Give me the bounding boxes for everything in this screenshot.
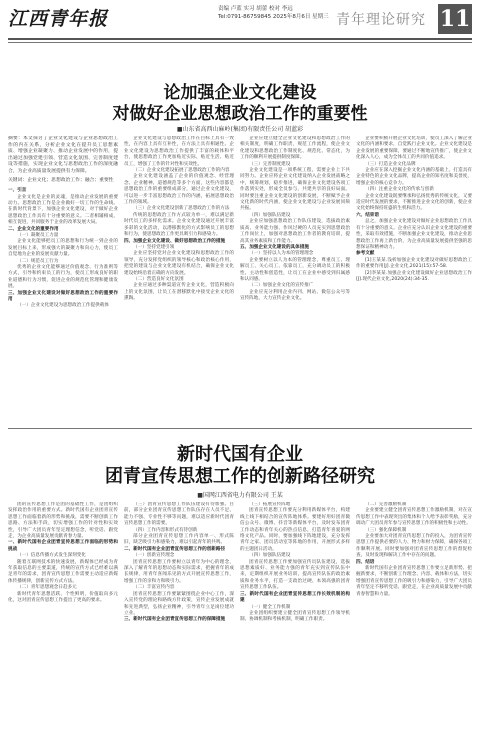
body-paragraph: （一）企业文化建设为思想政治工作提供载体 (17, 303, 109, 309)
article-separator (8, 428, 472, 429)
body-paragraph: （一）创新宣传理念 (133, 553, 175, 559)
editor-info (218, 5, 329, 21)
article1-column-3 (240, 136, 350, 424)
article2-title-line1: 新时代国有企业 (177, 444, 303, 465)
body-paragraph: 企业应充分利用企业内刊、网站、微信公众号等宣传阵地，大力宣传企业文化。 (240, 289, 350, 302)
newspaper-logo: 江西青年报 (8, 8, 109, 30)
body-paragraph: [2]李某某.加强企业文化建设做好企业思想政治工作[J].现代企业文化,2020(24):34-35. (356, 270, 472, 282)
article1-title-line2: 对做好企业思想政治工作的重要性 (112, 104, 368, 124)
page-number: 11 (439, 6, 471, 32)
article1-abstract (8, 136, 118, 176)
body-paragraph: 新时代青年思想活跃、个性鲜明，价值取向多元化，这对团青宣传思想工作提出了更高的要求。 (8, 591, 118, 604)
body-paragraph: 企业文化建设与思想政治工作在目标上具有一致性，在内容上具有互补性，在方法上具有相通性。企业文化建设为思想政治工作提供了丰富的载体和平台，使思想政治工作更加贴近实际、贴近生活、贴近员工，增强了工作的针对性和实效性。 (124, 136, 234, 167)
body-paragraph: 企业要树立以人为本的管理理念，尊重员工、理解员工、关心员工、依靠员工，充分调动员工的积极性、主动性和创造性，让员工在企业中感受到归属感和认同感。 (240, 257, 350, 282)
body-paragraph: （二）青年思想观念日趋多元 (17, 585, 77, 591)
body-paragraph: 企业要建立健全团青宣传思想工作激励机制，对在宣传思想工作中表现突出的集体和个人给予表彰奖励，充分调动广大团员青年参与宣传思想工作的积极性和主动性。 (356, 508, 472, 527)
body-paragraph: 企业应在深入挖掘企业文化内涵的基础上，打造具有企业特色的企业文化品牌，提高企业的知名度和美誉度，增强企业的核心竞争力。 (356, 168, 472, 186)
body-paragraph: （一）坚持以人为本的管理理念 (249, 251, 314, 257)
section-heading: 四、结语 (356, 559, 375, 565)
section-heading: 二、企业文化的重要作用 (8, 226, 59, 232)
body-paragraph: （四）加强队伍建设 (249, 553, 291, 559)
body-paragraph: 随着互联网技术的快速发展，新媒体已经成为青年获取信息的主要渠道，传统的宣传方式已经难以满足青年的需求，团青宣传思想工作需要主动适应新媒体传播规律，创新宣传方式方法。 (8, 559, 118, 584)
date-line: Tel:0791-86759845 2025年8月6日 星期三 (218, 14, 329, 20)
body-paragraph: （二）加强企业文化的宣传推广 (249, 283, 314, 289)
article2-title-line2: 团青宣传思想工作的创新路径研究 (105, 466, 375, 487)
body-paragraph: 团的宣传思想工作是团的基础性工作，是团组织发挥政治作用的重要方式。新时代国有企业团青宣传思想工作面临着新的形势和挑战，需要不断创新工作思路、方法和手段，切实增强工作的针对性和实效性，引导广大团员青年坚定理想信念，听党话、跟党走，为企业高质量发展贡献青春力量。 (8, 502, 118, 540)
body-paragraph: （一）信息传播方式发生深刻变化 (17, 553, 86, 559)
section-heading: 参考文献 (356, 251, 375, 257)
body-paragraph: 企业团组织要建立健全团青宣传思想工作领导机制、协调机制和考核机制，明确工作职责。 (240, 610, 350, 623)
body-paragraph: 团青宣传思想工作要加强宣传员队伍建设，选拔思想素质好、业务能力强的青年充实到宣传队伍中来，定期组织开展业务培训，提高宣传队伍的政治素质和业务水平，打造一支政治过硬、本领高强的团青宣传思想工作队伍。 (240, 559, 350, 591)
body-paragraph: 传统的思想政治工作方式较为单一，难以满足新时代员工的多样化需求。企业文化建设通过开展丰富多彩的文化活动，以潜移默化的方式影响员工的思想和行为，使思想政治工作更具吸引力和感染力。 (124, 212, 234, 238)
body-paragraph: 新时代国有企业团青宣传思想工作要立足新形势、把握新要求，不断创新工作理念、内容、载体和方法，切实增强团青宣传思想工作的吸引力和感染力，引导广大团员青年坚定不移听党话、跟党走，在企业高质量发展中贡献青春智慧和力量。 (356, 566, 472, 597)
section-title: 青年理论研究 (336, 12, 426, 28)
body-paragraph: 团青宣传思想工作要树立以青年为中心的理念，深入了解青年的思想动态和实际需求，把握青年的成长规律，用青年喜闻乐见的方式开展宣传思想工作，增强工作的亲和力和吸引力。 (124, 559, 234, 584)
article1-column-2 (124, 136, 234, 424)
body-paragraph: 企业文化建设是一项系统工程，需要企业上下共同努力。企业应将企业文化建设纳入企业发展战略之中，统筹规划，稳步推进，确保企业文化建设各项工作落到实处，形成全员参与、共建共享的良好局面。同时要注重企业文化建设的创新发展，不断赋予企业文化新的时代内涵，使企业文化建设与企业发展同频共振。 (240, 168, 350, 212)
article1-column-4 (356, 136, 472, 424)
section-heading: 三、新时代国有企业团青宣传思想工作的保障措施 (124, 617, 226, 623)
editor-line: 责编 卢蓝 实习 胡蕾 校对 李远 (218, 6, 293, 12)
header-rule-thin (8, 42, 472, 43)
body-paragraph: （一）坚持党建引领 (133, 244, 175, 250)
body-paragraph: （三）企业文化建设创新了思想政治工作的方法 (133, 206, 230, 212)
body-paragraph: （三）完善制度建设 (249, 161, 291, 167)
body-paragraph: 团青宣传思想工作要紧紧围绕企业中心工作，深入宣传党的理论和路线方针政策，宣传企业发展成就和先进典型，弘扬企业精神，引导青年立足岗位建功立业。 (124, 591, 234, 616)
article2-column-3 (240, 502, 350, 738)
section-heading: 一、新时代国有企业团青宣传思想工作面临的形势和挑战 (8, 540, 118, 552)
article1-col1-body (8, 188, 118, 310)
body-paragraph: （三）拓展宣传阵地 (249, 502, 291, 507)
body-paragraph: [1]王某某.浅析加强企业文化建设对做好思想政治工作的重要作用[J].企业文化,2021(15):57-58. (356, 257, 472, 270)
body-paragraph: 企业文化是企业的灵魂，是推动企业发展的重要动力。思想政治工作是企业做好一切工作的生命线。在新时代背景下，加强企业文化建设，对于做好企业思想政治工作具有十分重要的意义。二者相辅相成、相互促进，共同服务于企业的改革发展大局。 (8, 194, 118, 226)
body-paragraph: （三）团青宣传思想工作队伍建设有待加强。目前，部分企业团青宣传思想工作队伍存在人员不足、能力不强、专业性不够等问题，难以适应新时代团青宣传思想工作的需要。 (124, 502, 234, 527)
body-paragraph: 企业应坚持党对企业文化建设和思想政治工作的领导，充分发挥党组织的领导核心和政治核心作用，把党的建设与企业文化建设有机结合，确保企业文化建设始终沿着正确的方向发展。 (124, 251, 234, 276)
article2-column-1 (8, 502, 118, 738)
body-paragraph: （二）营造良好文化氛围 (133, 276, 184, 282)
body-paragraph: （一）健全工作机制 (249, 604, 291, 610)
article2-author: ■国网江西省电力有限公司 王某 (197, 492, 283, 499)
article2-column-2 (124, 502, 234, 738)
body-paragraph: （三）打造企业文化品牌 (365, 161, 416, 167)
body-paragraph: 企业应通过多种渠道宣传企业文化，营造积极向上的文化氛围，让员工在潜移默化中接受企业文化的熏陶。 (124, 283, 234, 302)
article1-keywords: 关键词：企业文化；思想政治工作；融合；重要性 (8, 177, 114, 183)
section-heading: 三、加强企业文化建设对做好思想政治工作的重要作用 (8, 290, 118, 303)
section-heading: 一、引言 (8, 188, 27, 194)
article1-column-1 (8, 136, 118, 424)
masthead (0, 0, 480, 46)
section-heading: 二、新时代国有企业团青宣传思想工作的创新路径 (124, 546, 226, 552)
body-paragraph: 优秀的企业文化能够通过价值观念、行为准则等方式，引导和约束员工的行为，使员工形成良好的职业道德和行为习惯，促进企业的规范化管理和健康发展。 (8, 265, 118, 290)
body-paragraph: 部分企业团青宣传思想工作内容单一、形式陈旧，缺乏吸引力和感染力，难以引起青年的共鸣。 (124, 534, 234, 546)
section-heading: 四、加强企业文化建设、做好思想政治工作的措施 (124, 238, 226, 244)
body-paragraph: 团青宣传思想工作要充分利用新媒体平台，构建线上线下相结合的宣传阵地体系。要建好用好团青微信公众号、微博、抖音等新媒体平台，及时发布团青工作动态和青年关心的热点信息，打造青年喜爱的网络文化产品。同时，要加强线下阵地建设，充分发挥青年之家、团员活动室等阵地的作用，开展形式多样的主题团日活动。 (240, 508, 350, 552)
article2-column-4 (356, 502, 472, 738)
article1-author: ■山东省高西山麻岭(集团)有限责任公司 胡蓝彩 (176, 126, 304, 133)
article1-title-line1: 论加强企业文化建设 (163, 83, 317, 103)
body-paragraph: 企业应建立健全企业文化建设和思想政治工作的相关制度，明确工作职责，规范工作流程，使企业文化建设和思想政治工作制度化、规范化、常态化，为工作的顺利开展提供制度保障。 (240, 136, 350, 161)
body-paragraph: （一）凝聚员工力量 (17, 233, 59, 238)
body-paragraph: 总之，加强企业文化建设对做好企业思想政治工作具有十分重要的意义。企业应充分认识企业文化建设的重要性，采取有效措施，不断加强企业文化建设，推动企业思想政治工作再上新台阶，为企业高质量发展提供坚强的思想保证和精神动力。 (356, 219, 472, 250)
body-paragraph: （二）企业文化建设拓展了思想政治工作的内容 (133, 168, 230, 174)
body-paragraph: （二）规范员工行为 (17, 258, 59, 264)
body-paragraph: 企业文化建设涵盖了企业的价值观念、经营理念、企业精神、道德规范等多个方面，这些内容都是思想政治工作的重要组成部分，通过企业文化建设，可以进一步丰富思想政治工作的内涵，拓展思想政治工作的领域。 (124, 174, 234, 206)
body-paragraph: （二）完善激励机制 (365, 502, 407, 507)
body-paragraph: （三）强化保障机制 (365, 527, 407, 533)
abstract-text: 摘要：本文探讨了企业文化建设与企业思想政治工作的内在关系，分析企业文化在提升员工思想素质、增强企业凝聚力、推动企业发展中的作用，提出通过加强党建引领、营造文化氛围、完善制度建设等措施，实现企业文化与思想政治工作的深度融合，为企业高质量发展提供有力保障。 (8, 136, 118, 174)
body-paragraph: 企业要积极开展企业文化培训，使员工深入了解企业文化的内涵和要求，自觉践行企业文化。企业文化建设是企业发展的重要保障，要通过不断地宣传推广，使企业文化深入人心，成为全体员工的共同价值追求。 (356, 136, 472, 161)
header-rule (8, 38, 472, 40)
body-paragraph: 企业应加强思想政治工作队伍建设，选拔政治素质高、业务能力强、作风过硬的人员充实到思想政治工作岗位上，加强对思想政治工作者的教育培训，提高其业务素质和工作能力。 (240, 219, 350, 244)
body-paragraph: （四）工作内容和形式有待创新 (133, 527, 198, 533)
body-paragraph: 企业文化建设既要继承和弘扬优秀的传统文化，又要适应时代发展的要求，不断推进企业文化的创新，使企业文化始终保持旺盛的生机和活力。 (356, 193, 472, 212)
body-paragraph: （四）注重企业文化的传承与创新 (365, 187, 434, 193)
section-heading: 五、加强企业文化建设的具体措施 (240, 244, 309, 250)
body-paragraph: 企业文化能够把员工的思想和行为统一到企业的发展目标上来，形成强大的凝聚力和向心力，使员工自觉地为企业的发展贡献力量。 (8, 239, 118, 258)
body-paragraph: （二）丰富宣传内容 (133, 585, 175, 591)
body-paragraph: 企业要加大对团青宣传思想工作的投入，为团青宣传思想工作提供必要的人力、物力和财力保障，确保各项工作顺利开展。同时要加强对团青宣传思想工作的督促检查，及时发现和解决工作中存在的问题。 (356, 534, 472, 559)
section-heading: 三、新时代国有企业团青宣传思想工作长效机制的构建 (240, 591, 350, 604)
body-paragraph: （四）加强队伍建设 (249, 212, 291, 218)
section-heading: 六、结束语 (356, 212, 379, 218)
